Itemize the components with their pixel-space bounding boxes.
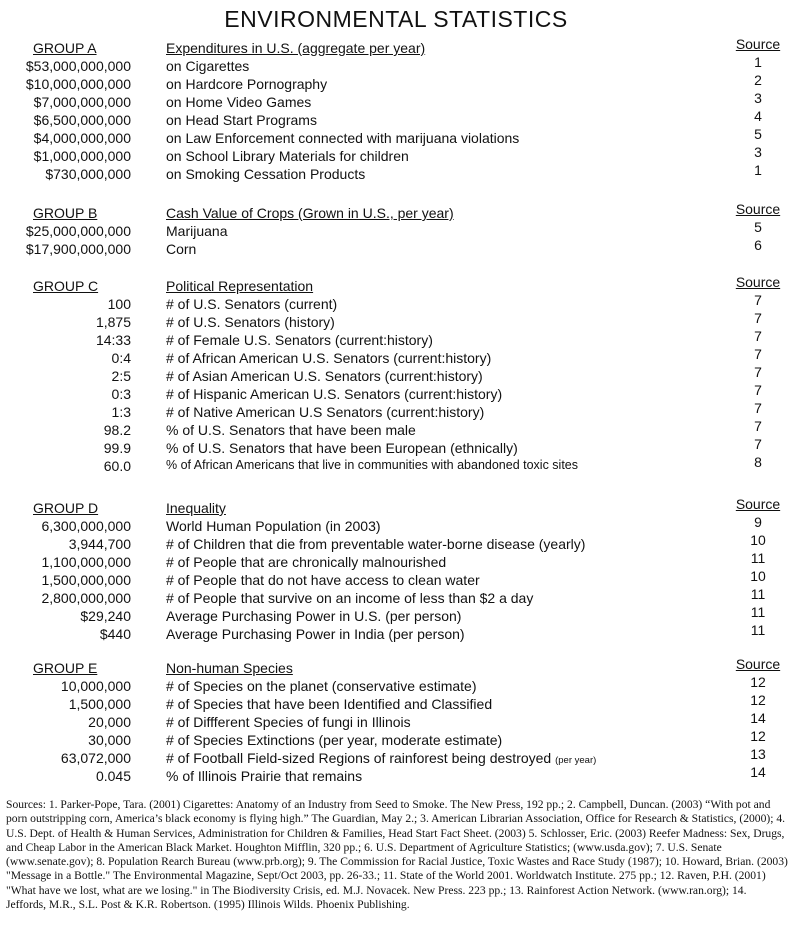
stat-description-text: # of People that do not have access to clean water [166,572,480,588]
stat-description-text: # of Diffferent Species of fungi in Illinois [166,714,411,730]
stat-value: 100 [107,296,131,312]
stat-description-text: # of Species that have been Identified and Classified [166,696,493,712]
stat-description [166,440,518,456]
stat-description [166,554,446,570]
stat-source-number: 13 [750,746,766,762]
stat-description [166,296,337,312]
stat-description-text: # of Native American U.S Senators (current:history) [166,404,485,420]
stat-description [166,368,483,384]
group-name: GROUP C [33,278,99,294]
stat-description-text: on School Library Materials for children [166,148,409,164]
stat-source-number: 3 [754,90,762,106]
stat-source-number: 10 [750,532,766,548]
source-column-header: Source [735,274,781,290]
group-name: GROUP E [33,660,98,676]
group-section [0,496,792,644]
stat-description-text: % of Illinois Prairie that remains [166,768,363,784]
stat-description [166,536,585,552]
sources-footnote: Sources: 1. Parker-Pope, Tara. (2001) Cigarettes: Anatomy of an Industry from Seed to Smoke. The New Press, 192 pp.; 2. Campbell, Duncan. (2003) “With pot and porn outstripping corn, America’s black economy is flying high.” The Guardian, May 2.; 3. American Librarian Association, Office for Research & Statistics, (2000); 4. U.S. Dept. of Health & Human Services, Administration for Children & Families, Head Start Fact Sheet. (2003) 5. Schlosser, Eric. (2003) Reefer Madness: Sex, Drugs, and Cheap Labor in the American Black Market. Houghton Mifflin, 320 pp.; 6. U.S. Department of Agriculture Statistics; (www.usda.gov); 7. U.S. Senate (www.senate.gov); 8. Population Rearch Bureau (www.prb.org); 9. The Commission for Racial Justice, Toxic Wastes and Race Study (1987); 10. Howard, Brian. (2003) "Message in a Bottle." The Environmental Magazine, Sept/Oct 2003, pp. 26-33.; 11. State of the World 2001. Worldwatch Institute. 275 pp.; 12. Raven, P.H. (2001) "What have we lost, what are we losing." in The Biodiversity Crisis, ed. M.J. Novacek. New Press. 223 pp.; 13. Rainforest Action Network. (www.ran.org); 14. Jeffords, M.R., S.L. Post & K.R. Robertson. (1995) Illinois Wilds. Phoenix Publishing. [6,798,788,912]
group-header [0,656,792,678]
stat-row [0,346,792,368]
source-column-header: Source [735,656,781,672]
stat-description-text: # of Hispanic American U.S. Senators (current:history) [166,386,503,402]
stat-description [166,572,480,588]
stat-row [0,144,792,166]
stat-description [166,350,491,366]
stat-value: 30,000 [88,732,131,748]
stat-row [0,54,792,76]
stat-row [0,237,792,259]
stat-description-text: on Law Enforcement connected with marijuana violations [166,130,520,146]
stat-value: 63,072,000 [60,750,131,766]
stat-description [166,750,596,766]
stat-description [166,76,327,92]
stat-description [166,241,196,257]
stat-row [0,514,792,536]
stat-source-number: 8 [754,454,762,470]
stat-value: 0:4 [111,350,131,366]
stat-source-number: 7 [754,310,762,326]
stat-source-number: 14 [750,764,766,780]
group-section [0,201,792,259]
group-category: Inequality [166,500,226,516]
stat-source-number: 11 [750,586,766,602]
group-section [0,656,792,786]
stat-value: $440 [99,626,131,642]
stat-value: $6,500,000,000 [33,112,131,128]
stat-description [166,332,433,348]
stat-source-number: 7 [754,418,762,434]
stat-row [0,710,792,732]
stat-row [0,292,792,314]
stat-value: 2,800,000,000 [41,590,131,606]
stat-value: 1,875 [95,314,131,330]
stat-description [166,166,365,182]
stat-row [0,586,792,608]
stat-row [0,382,792,404]
group-category: Non-human Species [166,660,293,676]
stat-description [166,518,381,534]
stat-description [166,768,362,784]
group-section [0,36,792,184]
stat-value: 1,500,000 [68,696,131,712]
stat-row [0,72,792,94]
source-column-header: Source [735,496,781,512]
stat-description-text: Average Purchasing Power in India (per person) [166,626,465,642]
stat-description [166,422,416,438]
stat-description-text: on Smoking Cessation Products [166,166,366,182]
group-name: GROUP B [33,205,98,221]
group-section [0,274,792,476]
stat-description-text: World Human Population (in 2003) [166,518,381,534]
stat-description [166,386,502,402]
stat-value: 1,100,000,000 [41,554,131,570]
stat-description-text: on Home Video Games [166,94,312,110]
stat-value: 6,300,000,000 [41,518,131,534]
stat-row [0,604,792,626]
stat-row [0,126,792,148]
group-name: GROUP D [33,500,99,516]
group-header [0,201,792,223]
group-category: Expenditures in U.S. (aggregate per year) [166,40,426,56]
stat-source-number: 7 [754,382,762,398]
stat-source-number: 7 [754,292,762,308]
stat-source-number: 2 [754,72,762,88]
stat-description [166,590,533,606]
stat-description-text: on Hardcore Pornography [166,76,328,92]
stat-description [166,714,411,730]
stat-source-number: 7 [754,436,762,452]
stat-value: 0.045 [95,768,131,784]
stat-source-number: 1 [754,54,762,70]
stat-description-text: # of U.S. Senators (current) [166,296,338,312]
stat-source-number: 12 [750,728,766,744]
stat-source-number: 4 [754,108,762,124]
source-column-header: Source [735,201,781,217]
stat-description [166,678,477,694]
stat-value: 10,000,000 [60,678,131,694]
stat-description [166,608,461,624]
stat-row [0,532,792,554]
stat-source-number: 3 [754,144,762,160]
stat-value: $25,000,000,000 [25,223,131,239]
stat-row [0,764,792,786]
stat-description [166,223,227,239]
stat-row [0,550,792,572]
stat-source-number: 14 [750,710,766,726]
stat-row [0,400,792,422]
stat-source-number: 11 [750,550,766,566]
stat-value: 0:3 [111,386,131,402]
stat-description-text: Corn [166,241,197,257]
stat-description-text: # of Species Extinctions (per year, moderate estimate) [166,732,503,748]
stat-value: 1:3 [111,404,131,420]
stat-description [166,58,249,74]
stat-value: $1,000,000,000 [33,148,131,164]
group-category: Cash Value of Crops (Grown in U.S., per year) [166,205,454,221]
stat-description [166,94,311,110]
group-header [0,496,792,518]
stat-source-number: 7 [754,346,762,362]
stat-description [166,696,492,712]
stat-value: 3,944,700 [68,536,131,552]
stat-value: 60.0 [103,458,131,474]
stat-description [166,458,578,472]
stat-source-number: 7 [754,400,762,416]
stat-description [166,404,484,420]
stat-source-number: 7 [754,328,762,344]
stat-row [0,746,792,768]
stat-value: $730,000,000 [45,166,131,182]
stat-value: $29,240 [80,608,131,624]
stat-description-text: on Cigarettes [166,58,250,74]
stat-source-number: 10 [750,568,766,584]
stat-row [0,219,792,241]
stat-source-number: 1 [754,162,762,178]
stat-value: 99.9 [103,440,131,456]
stat-description-text: # of Female U.S. Senators (current:history) [166,332,433,348]
stat-row [0,328,792,350]
stat-value: $10,000,000,000 [25,76,131,92]
page-title: ENVIRONMENTAL STATISTICS [224,6,568,32]
stat-source-number: 5 [754,126,762,142]
stat-source-number: 5 [754,219,762,235]
group-header [0,36,792,58]
stat-description [166,732,502,748]
stat-row [0,728,792,750]
stat-description-text: Marijuana [166,223,228,239]
stat-description-text: # of Children that die from preventable water-borne disease (yearly) [166,536,586,552]
stat-value: $7,000,000,000 [33,94,131,110]
stat-row [0,90,792,112]
group-header [0,274,792,296]
stat-value: $4,000,000,000 [33,130,131,146]
stat-description-text: # of People that are chronically malnourished [166,554,447,570]
stat-row [0,568,792,590]
stat-source-number: 11 [750,604,766,620]
stat-description [166,148,409,164]
stat-value: 14:33 [95,332,131,348]
stat-description-text: # of Species on the planet (conservative estimate) [166,678,477,694]
stat-value: 2:5 [111,368,131,384]
stat-description-suffix: (per year) [555,755,597,766]
stat-row [0,674,792,696]
stat-row [0,454,792,476]
stat-value: $17,900,000,000 [25,241,131,257]
stat-source-number: 6 [754,237,762,253]
stat-row [0,364,792,386]
stat-value: $53,000,000,000 [25,58,131,74]
group-category: Political Representation [166,278,314,294]
stat-source-number: 12 [750,674,766,690]
stat-source-number: 9 [754,514,762,530]
stat-description-text: # of Football Field-sized Regions of rainforest being destroyed [166,750,552,766]
stat-description [166,314,335,330]
stat-description-text: # of People that survive on an income of less than $2 a day [166,590,534,606]
stat-description-text: # of U.S. Senators (history) [166,314,335,330]
stat-description-text: % of U.S. Senators that have been European (ethnically) [166,440,518,456]
stat-row [0,162,792,184]
stat-description-text: # of Asian American U.S. Senators (current:history) [166,368,483,384]
stat-row [0,108,792,130]
stat-source-number: 12 [750,692,766,708]
stat-row [0,436,792,458]
stat-description [166,130,519,146]
stat-value: 1,500,000,000 [41,572,131,588]
stat-description-text: # of African American U.S. Senators (current:history) [166,350,492,366]
stat-value: 20,000 [88,714,131,730]
stat-value: 98.2 [103,422,131,438]
stat-description-text: Average Purchasing Power in U.S. (per person) [166,608,462,624]
stat-description-text: % of African Americans that live in communities with abandoned toxic sites [166,458,579,472]
stat-row [0,310,792,332]
stat-description [166,626,465,642]
stat-description [166,112,317,128]
stat-row [0,692,792,714]
group-name: GROUP A [33,40,97,56]
stat-source-number: 7 [754,364,762,380]
source-column-header: Source [735,36,781,52]
stat-source-number: 11 [750,622,766,638]
stat-description-text: on Head Start Programs [166,112,317,128]
stat-row [0,622,792,644]
stat-row [0,418,792,440]
stat-description-text: % of U.S. Senators that have been male [166,422,416,438]
